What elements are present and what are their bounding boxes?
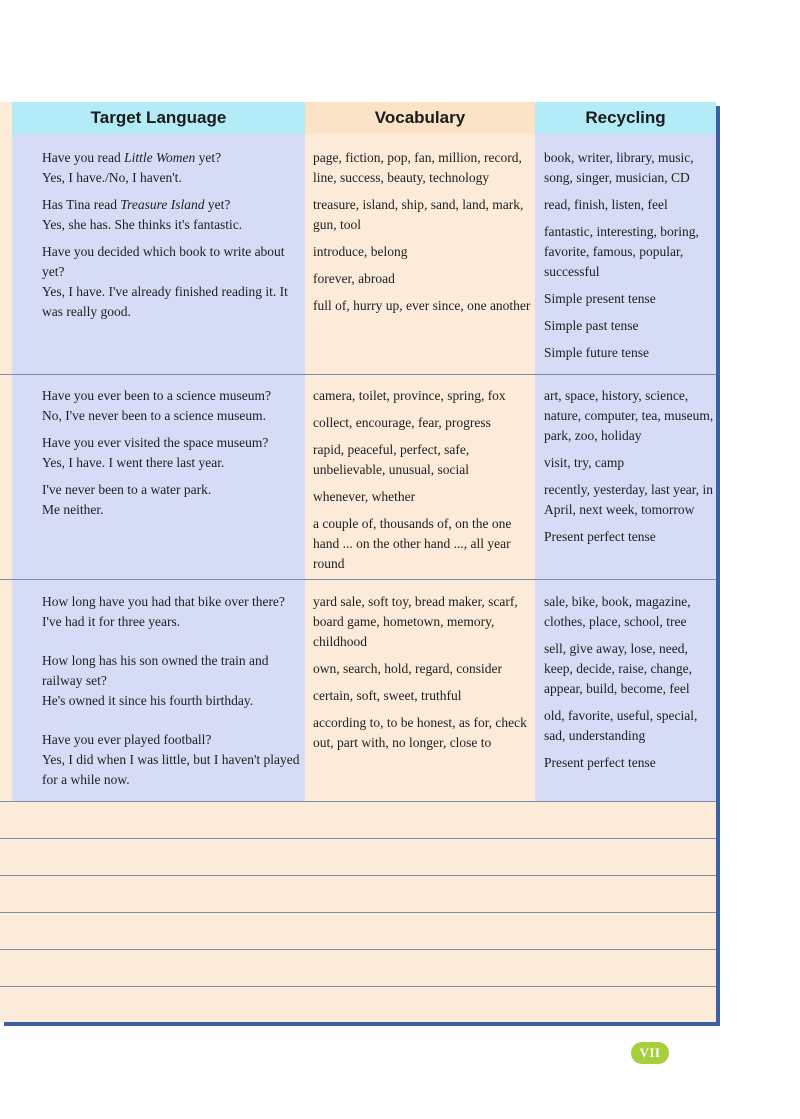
sentence: Have you decided which book to write about yet? xyxy=(42,244,285,279)
book-title: Little Women xyxy=(124,150,196,165)
vocab-group: certain, soft, sweet, truthful xyxy=(313,688,462,703)
sentence: Have you ever visited the space museum? xyxy=(42,435,269,450)
row-2-recycling xyxy=(544,386,714,554)
recycling-group: art, space, history, science, nature, computer, tea, museum, park, zoo, holiday xyxy=(544,388,714,443)
row-3-target-language xyxy=(42,592,304,797)
vocab-group: according to, to be honest, as for, check out, part with, no longer, close to xyxy=(313,715,527,750)
sentence: Yes, I have. I went there last year. xyxy=(42,455,225,470)
sentence: Have you ever been to a science museum? xyxy=(42,388,272,403)
vocab-group: page, fiction, pop, fan, million, record, line, success, beauty, technology xyxy=(313,150,522,185)
recycling-group: old, favorite, useful, special, sad, understanding xyxy=(544,708,698,743)
sentence: Yes, I did when I was little, but I haven't played for a while now. xyxy=(42,752,300,787)
row-stub-column xyxy=(0,134,12,802)
recycling-group: book, writer, library, music, song, singer, musician, CD xyxy=(544,150,694,185)
blank-row-divider xyxy=(0,838,716,839)
sentence: Me neither. xyxy=(42,502,104,517)
vocab-group: yard sale, soft toy, bread maker, scarf, board game, hometown, memory, childhood xyxy=(313,594,518,649)
sentence: No, I've never been to a science museum. xyxy=(42,408,266,423)
header-stub xyxy=(0,102,12,134)
row-divider xyxy=(0,801,716,802)
vocab-group: full of, hurry up, ever since, one another xyxy=(313,298,531,313)
sentence: How long have you had that bike over there? xyxy=(42,594,285,609)
recycling-group: fantastic, interesting, boring, favorite, famous, popular, successful xyxy=(544,224,699,279)
recycling-group: Simple past tense xyxy=(544,318,639,333)
page-number-badge: VII xyxy=(631,1042,669,1064)
vocab-group: rapid, peaceful, perfect, safe, unbelievable, unusual, social xyxy=(313,442,470,477)
vocab-group: camera, toilet, province, spring, fox xyxy=(313,388,506,403)
recycling-group: read, finish, listen, feel xyxy=(544,197,668,212)
sentence: Yes, I have./No, I haven't. xyxy=(42,170,182,185)
header-recycling: Recycling xyxy=(535,102,716,134)
blank-row-divider xyxy=(0,912,716,913)
sentence: How long has his son owned the train and railway set? xyxy=(42,653,269,688)
vocab-group: a couple of, thousands of, on the one hand ... on the other hand ..., all year round xyxy=(313,516,512,571)
recycling-group: Present perfect tense xyxy=(544,529,656,544)
recycling-group: sell, give away, lose, need, keep, decide, raise, change, appear, build, become, feel xyxy=(544,641,693,696)
recycling-group: Simple present tense xyxy=(544,291,656,306)
vocab-group: introduce, belong xyxy=(313,244,408,259)
sentence: Yes, I have. I've already finished reading it. It was really good. xyxy=(42,284,288,319)
sentence: Have you ever played football? xyxy=(42,732,212,747)
vocab-group: whenever, whether xyxy=(313,489,416,504)
row-1-target-language xyxy=(42,148,304,329)
sentence: Yes, she has. She thinks it's fantastic. xyxy=(42,217,243,232)
sentence: Has Tina read xyxy=(42,197,121,212)
sentence: Have you read xyxy=(42,150,125,165)
vocab-group: own, search, hold, regard, consider xyxy=(313,661,502,676)
row-2-target-language xyxy=(42,386,304,527)
recycling-group: Present perfect tense xyxy=(544,755,656,770)
recycling-group: recently, yesterday, last year, in April, next week, tomorrow xyxy=(544,482,714,517)
header-target-language: Target Language xyxy=(12,102,305,134)
blank-row-divider xyxy=(0,949,716,950)
row-3-recycling xyxy=(544,592,714,780)
row-2-vocabulary xyxy=(313,386,533,581)
syllabus-table xyxy=(0,102,720,1024)
vocab-group: treasure, island, ship, sand, land, mark, gun, tool xyxy=(313,197,524,232)
blank-row-divider xyxy=(0,986,716,987)
sentence: He's owned it since his fourth birthday. xyxy=(42,693,254,708)
sentence: yet? xyxy=(204,197,231,212)
sentence: yet? xyxy=(195,150,222,165)
recycling-group: sale, bike, book, magazine, clothes, place, school, tree xyxy=(544,594,691,629)
header-vocabulary: Vocabulary xyxy=(305,102,535,134)
vocab-group: collect, encourage, fear, progress xyxy=(313,415,491,430)
table-body xyxy=(0,102,716,1022)
sentence: I've had it for three years. xyxy=(42,614,181,629)
recycling-group: Simple future tense xyxy=(544,345,649,360)
row-divider xyxy=(0,374,716,375)
row-1-recycling xyxy=(544,148,714,370)
vocab-group: forever, abroad xyxy=(313,271,395,286)
row-1-vocabulary xyxy=(313,148,533,323)
row-3-vocabulary xyxy=(313,592,533,760)
blank-row-divider xyxy=(0,875,716,876)
book-title: Treasure Island xyxy=(120,197,205,212)
sentence: I've never been to a water park. xyxy=(42,482,212,497)
recycling-group: visit, try, camp xyxy=(544,455,625,470)
